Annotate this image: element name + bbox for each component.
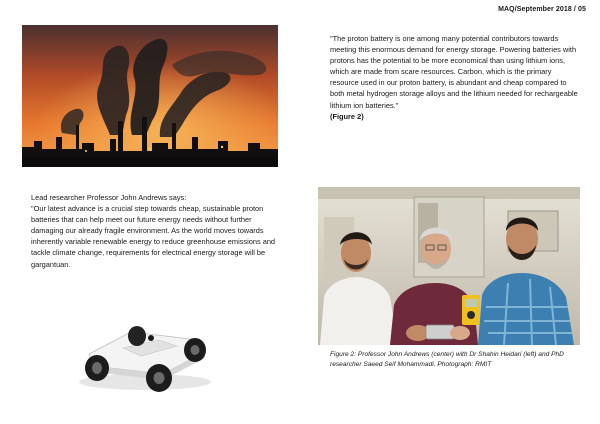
lead-quote: "Our latest advance is a crucial step towards cheap, sustainable proton batteries that can help meet our future energy needs without further damaging our already fragile environment. As the world moves towards inherently variable renewable energy to reduce greenhouse emissions and tackle climate change, requirements for electrical energy storage will be gargantuan. bbox=[31, 204, 276, 269]
lead-quote-block bbox=[31, 192, 279, 270]
car-chassis-image bbox=[67, 302, 219, 398]
researchers-photo bbox=[318, 187, 580, 345]
quote-block-top bbox=[330, 33, 578, 122]
figure-reference: (Figure 2) bbox=[330, 111, 364, 121]
smokestacks-photo bbox=[22, 25, 278, 167]
quote-text-top: "The proton battery is one among many potential contributors towards meeting this enormous demand for energy storage. Powering batteries with protons has the potential to be more economical than using lithium ions, which are made from scare resources. Carbon, which is the primary resource used in our proton battery, is abundant and cheap compared to both metal hydrogen storage alloys and the lithium needed for rechargeable lithium ion batteries." bbox=[330, 34, 578, 110]
issue-header: MAQ/September 2018 / 05 bbox=[498, 6, 586, 13]
figure-caption: Figure 2: Professor John Andrews (center) with Dr Shahin Heidari (left) and PhD researcher Saeed Seif Mohammadi. Photograph: RMIT bbox=[330, 351, 564, 368]
lead-intro: Lead researcher Professor John Andrews says: bbox=[31, 193, 187, 202]
